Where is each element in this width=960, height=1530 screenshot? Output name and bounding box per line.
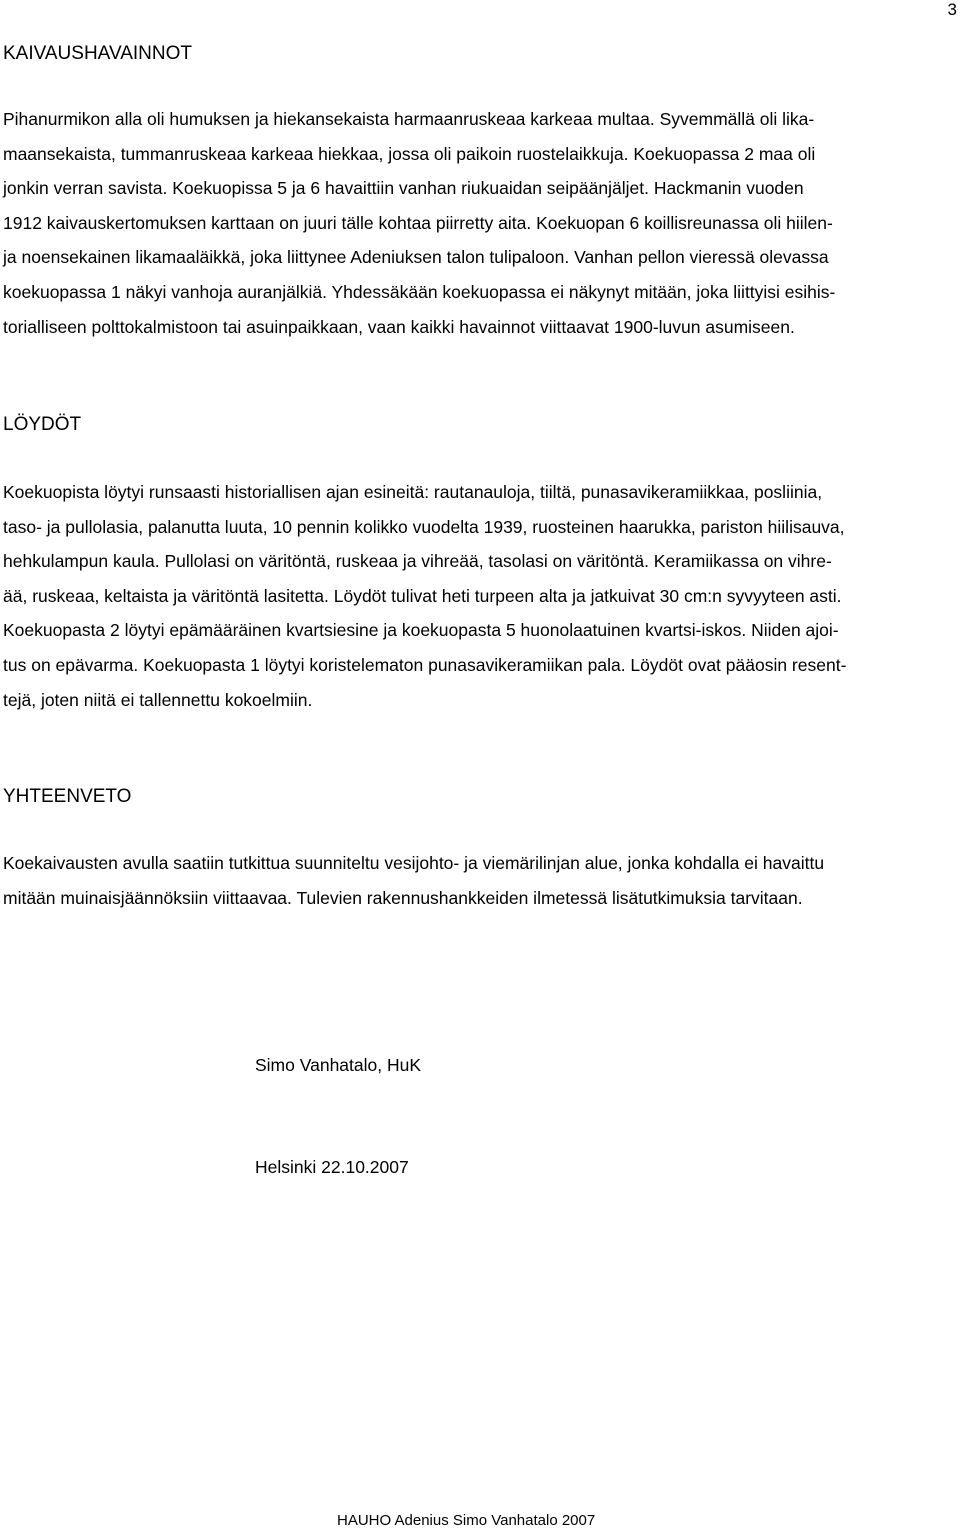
section-heading-kaivaushavainnot: KAIVAUSHAVAINNOT	[3, 43, 192, 64]
paragraph-line: hehkulampun kaula. Pullolasi on väritöntä, ruskeaa ja vihreää, tasolasi on väritöntä. Keramiikassa on vihre-	[3, 551, 832, 572]
signature: Simo Vanhatalo, HuK	[255, 1055, 422, 1075]
paragraph-line: Koekuopista löytyi runsaasti historiallisen ajan esineitä: rautanauloja, tiiltä, punasavikeramiikkaa, posliinia,	[3, 482, 823, 502]
page-number: 3	[947, 0, 957, 19]
page-footer: HAUHO Adenius Simo Vanhatalo 2007	[337, 1512, 596, 1529]
paragraph-line: ja noensekainen likamaaläikkä, joka liittynee Adeniuksen talon tulipaloon. Vanhan pellon vieressä olevassa	[3, 247, 829, 268]
paragraph-line: jonkin verran savista. Koekuopissa 5 ja 6 havaittiin vanhan riukuaidan seipäänjäljet. Hackmanin vuoden	[3, 178, 804, 199]
section-heading-yhteenveto: YHTEENVETO	[3, 786, 132, 807]
paragraph-line: 1912 kaivauskertomuksen karttaan on juuri tälle kohtaa piirretty aita. Koekuopan 6 koillisreunassa oli hiilen-	[3, 212, 833, 233]
paragraph-line: tejä, joten niitä ei tallennettu kokoelmiin.	[3, 689, 313, 710]
paragraph-line: mitään muinaisjäännöksiin viittaavaa. Tulevien rakennushankkeiden ilmetessä lisätutkimuksia tarvitaan.	[3, 887, 803, 908]
paragraph-line: ää, ruskeaa, keltaista ja väritöntä lasitetta. Löydöt tulivat heti turpeen alta ja jatkuivat 30 cm:n syvyyteen asti.	[3, 585, 842, 606]
paragraph-loydot	[3, 475, 953, 717]
paragraph-line: Koekuopasta 2 löytyi epämääräinen kvartsiesine ja koekuopasta 5 huonolaatuinen kvartsi-iskos. Niiden ajoi-	[3, 620, 839, 641]
section-heading-loydot: LÖYDÖT	[3, 414, 82, 435]
paragraph-yhteenveto	[3, 846, 953, 915]
paragraph-line: tus on epävarma. Koekuopasta 1 löytyi koristelematon punasavikeramiikan pala. Löydöt ovat pääosin resent-	[3, 654, 847, 675]
place-date: Helsinki 22.10.2007	[255, 1157, 409, 1177]
paragraph-line: Koekaivausten avulla saatiin tutkittua suunniteltu vesijohto- ja viemärilinjan alue, jonka kohdalla ei havaittu	[3, 853, 825, 873]
paragraph-kaivaushavainnot	[3, 102, 953, 344]
paragraph-line: taso- ja pullolasia, palanutta luuta, 10 pennin kolikko vuodelta 1939, ruosteinen haarukka, pariston hiilisauva,	[3, 516, 845, 537]
paragraph-line: Pihanurmikon alla oli humuksen ja hiekansekaista harmaanruskeaa karkeaa multaa. Syvemmällä oli lika-	[3, 109, 815, 129]
paragraph-line: maansekaista, tummanruskeaa karkeaa hiekkaa, jossa oli paikoin ruostelaikkuja. Koekuopassa 2 maa oli	[3, 143, 816, 164]
paragraph-line: torialliseen polttokalmistoon tai asuinpaikkaan, vaan kaikki havainnot viittaavat 1900-luvun asumiseen.	[3, 316, 795, 337]
paragraph-line: koekuopassa 1 näkyi vanhoja auranjälkiä. Yhdessäkään koekuopassa ei näkynyt mitään, joka liittyisi esihis-	[3, 281, 836, 302]
